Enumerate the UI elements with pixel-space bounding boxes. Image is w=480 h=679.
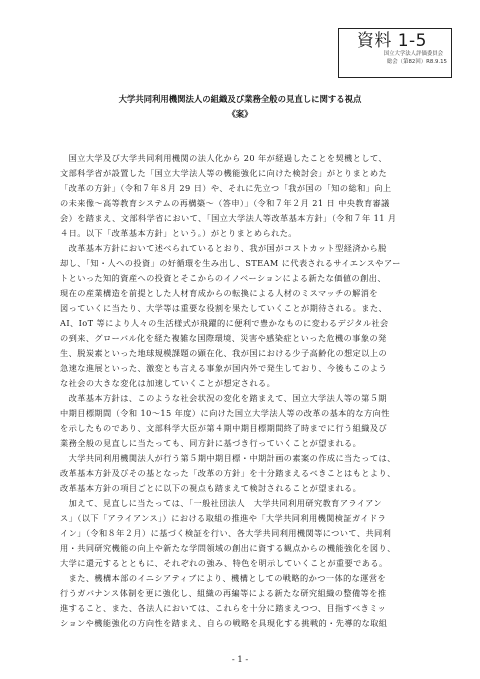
text-line: を示したものであり、文部科学大臣が第４期中期目標期間終了時までに行う組織及び (60, 423, 388, 433)
document-title: 大学共同利用機関法人の組織及び業務全般の見直しに関する視点 (118, 94, 362, 104)
text-line: 中期目標期間（令和 10～15 年度）に向けた国立大学法人等の改革の基本的な方向性 (60, 408, 390, 418)
text-line: 用・共同研究機能の向上や新たな学問領域の創出に資する観点からの機能強化を図り、 (60, 543, 396, 553)
text-line: 図っていくに当たり、大学等は重要な役割を果たしていくことが期待される。また、 (60, 303, 388, 313)
text-line: 加えて、見直しに当たっては、「一般社団法人 大学共同利用研究教育アライアン (60, 498, 383, 508)
document-subtitle: 《案》 (227, 109, 253, 119)
text-line: ションや機能強化の方向性を踏まえ、自らの戦略を具現化する挑戦的・先導的な取組 (60, 618, 388, 628)
text-line: ４日。以下「改革基本方針」という。）がとりまとめられた。 (60, 228, 297, 238)
text-line: ス」（以下「アライアンス」）における取組の推進や「大学共同利用機関検証ガイドラ (60, 513, 387, 523)
text-line: 「改革の方針」（令和７年８月 29 日）や、それに先立つ「我が国の「知の総和」向上 (60, 183, 392, 193)
text-line: 改革基本方針は、このような社会状況の変化を踏まえて、国立大学法人等の第５期 (60, 393, 387, 403)
material-number: 資料 1-5 (356, 31, 427, 51)
text-line: な社会の大きな変化は加速していくことが想定される。 (60, 378, 276, 388)
text-line: 進すること、また、各法人においては、これらを十分に踏まえつつ、目指すべきミッ (60, 603, 387, 613)
text-line: 国立大学及び大学共同利用機関の法人化から 20 年が経過したことを契機として、 (60, 153, 388, 163)
text-line: 生、脱炭素といった地球規模課題の顕在化、我が国における少子高齢化の想定以上の (60, 348, 388, 358)
text-line: の未来像～高等教育システムの再構築～（答申）」（令和７年２月 21 日 中央教育審議 (60, 198, 390, 208)
text-line: AI、IoT 等により人々の生活様式が飛躍的に便利で豊かなものに変わるデジタル社会 (60, 318, 389, 328)
text-line: 大学共同利用機関法人が行う第５期中期目標・中期計画の素案の作成に当たっては、 (60, 453, 396, 463)
text-line: 却し、「知・人への投資」の好循環を生み出し、STEAM に代表されるサイエンスやアー (60, 258, 401, 268)
committee-name: 国立大学法人評価委員会 (383, 51, 443, 57)
text-line: 改革基本方針の項目ごとに以下の視点も踏まえて検討されることが望まれる。 (60, 483, 362, 493)
text-line: 急速な進展といった、激変とも言える事象が国内外で発生しており、今後もこのよう (60, 363, 388, 373)
text-line: 大学に還元するとともに、それぞれの強み、特色を明示していくことが重要である。 (60, 558, 388, 568)
text-line: 現在の産業構造を前提とした人材育成からの転換による人材のミスマッチの解消を (60, 288, 378, 298)
body-text (60, 151, 431, 631)
text-line: 改革基本方針及びその基となった「改革の方針」を十分踏まえるべきことはもとより、 (60, 468, 396, 478)
text-line: 会）を踏まえ、文部科学省において、「国立大学法人等改革基本方針」（令和７年 11 月 (60, 213, 397, 223)
text-line: トといった知的資産への投資とそこからのイノベーションによる新たな価値の創出、 (60, 273, 386, 283)
text-line: イン」（令和８年２月）に基づく検証を行い、各大学共同利用機関等について、共同利 (60, 528, 392, 538)
page-number: - 1 - (231, 654, 249, 664)
meeting-info: 総会（第82回）R8.9.15 (386, 58, 447, 65)
text-line: 改革基本方針において述べられているとおり、我が国がコストカット型経済から脱 (60, 243, 387, 253)
text-line: の到来、グローバル化を経た複雑な国際環境、災害や感染症といった危機の事象の発 (60, 333, 387, 343)
text-line: 文部科学省が設置した「国立大学法人等の機能強化に向けた検討会」がとりまとめた (60, 168, 388, 178)
text-line: 行うガバナンス体制を更に強化し、組織の再編等による新たな研究組織の整備等を推 (60, 588, 387, 598)
text-line: 業務全般の見直しに当たっても、同方針に基づき行っていくことが望まれる。 (60, 438, 362, 448)
material-label-box (338, 28, 452, 78)
text-line: また、機構本部のイニシアティブにより、機構としての戦略的かつ一体的な運営を (60, 573, 387, 583)
